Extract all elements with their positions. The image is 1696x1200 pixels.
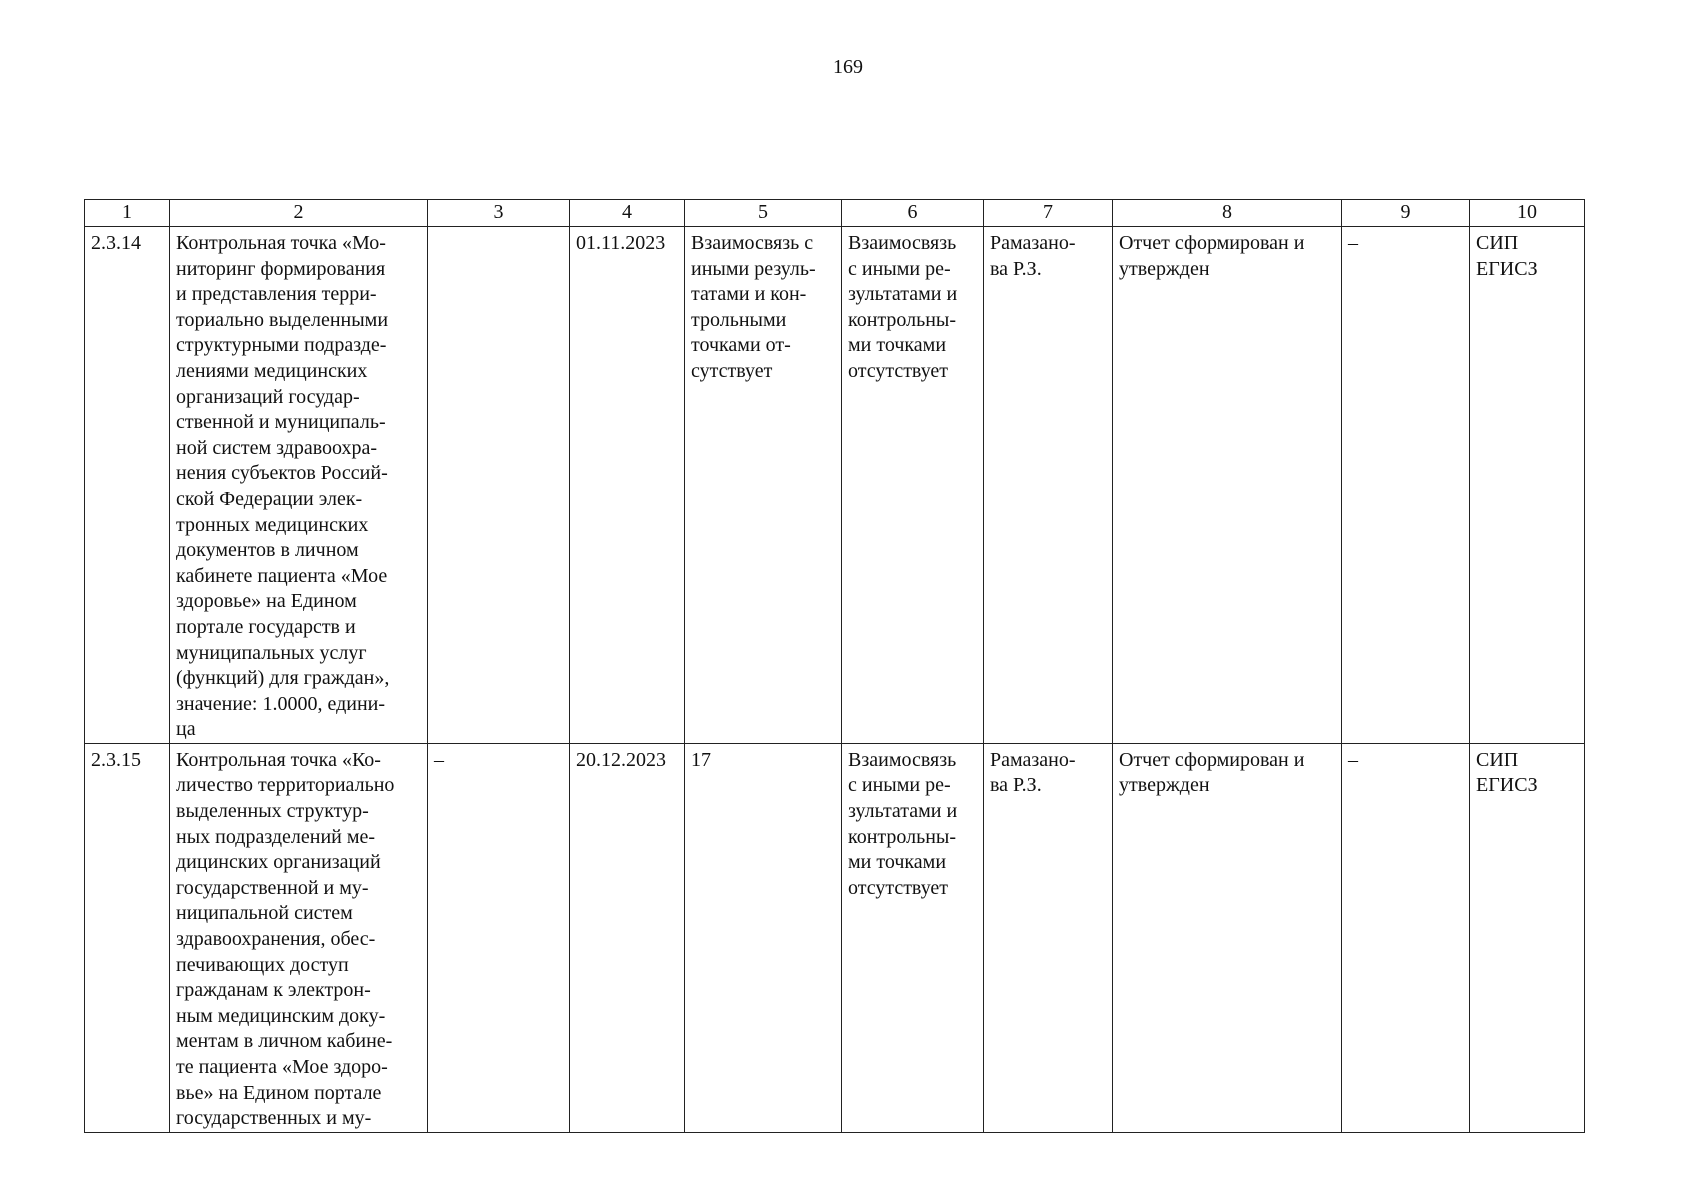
column-3-cell: [428, 227, 570, 744]
responsible-person: Рамазано- ва Р.З.: [990, 232, 1076, 280]
column-5-cell: [685, 227, 842, 744]
column-header: 5: [685, 200, 842, 227]
row-number: 2.3.14: [91, 232, 141, 254]
control-point-description: Контрольная точка «Мо- ниторинг формирования и представления терри- ториально выделенными структурными подразде- лениями медицинских организаций государ- ственной и муниципаль- ной систем здравоохра- нения субъектов Россий- ской Федерации элек- тронных медицинских документов в личном кабинете пациента «Мое здоровье» на Едином портале государств и муниципальных услуг (функций) для граждан», значение: 1.0000, едини- ца: [176, 232, 390, 741]
column-5-value: 17: [691, 748, 711, 771]
column-header: 6: [842, 200, 984, 227]
control-points-table: [84, 199, 1585, 1133]
column-3-value: –: [434, 748, 444, 771]
column-header: 7: [984, 200, 1113, 227]
result-text: Отчет сформирован и утвержден: [1119, 232, 1305, 280]
description-cell: [170, 227, 428, 744]
page-number: 169: [833, 56, 863, 78]
information-system: СИП ЕГИСЗ: [1476, 232, 1538, 280]
relation-text: Взаимосвязь с иными ре- зультатами и контрольны- ми точками отсутствует: [848, 748, 958, 899]
row-number: 2.3.15: [91, 748, 141, 771]
deadline-date: 20.12.2023: [576, 748, 666, 771]
column-5-value: Взаимосвязь с иными резуль- татами и кон- трольными точками от- сутствует: [691, 232, 816, 382]
column-header: 8: [1113, 200, 1342, 227]
column-header: 9: [1342, 200, 1470, 227]
relation-cell: [842, 227, 984, 744]
column-header: 2: [170, 200, 428, 227]
row-number-cell: [85, 743, 170, 1132]
responsible-person: Рамазано- ва Р.З.: [990, 748, 1076, 797]
responsible-cell: [984, 227, 1113, 744]
column-5-cell: [685, 743, 842, 1132]
table-row: [85, 227, 1585, 744]
system-cell: [1470, 227, 1585, 744]
result-text: Отчет сформирован и утвержден: [1119, 748, 1305, 797]
relation-text: Взаимосвязь с иными ре- зультатами и контрольны- ми точками отсутствует: [848, 232, 958, 382]
table-row: [85, 743, 1585, 1132]
column-3-cell: [428, 743, 570, 1132]
result-cell: [1113, 743, 1342, 1132]
result-cell: [1113, 227, 1342, 744]
deadline-date: 01.11.2023: [576, 232, 666, 254]
relation-cell: [842, 743, 984, 1132]
control-point-description: Контрольная точка «Ко- личество территориально выделенных структур- ных подразделений ме- дицинских организаций государственной и му- ниципальной систем здравоохранения, обес- печивающих доступ гражданам к электрон- ным медицинским доку- ментам в личном кабине- те пациента «Мое здоро- вье» на Едином портале государственных и му-: [176, 748, 395, 1130]
column-header: 3: [428, 200, 570, 227]
date-cell: [570, 743, 685, 1132]
row-number-cell: [85, 227, 170, 744]
column-9-value: –: [1348, 748, 1358, 771]
column-header: 4: [570, 200, 685, 227]
description-cell: [170, 743, 428, 1132]
column-number-row: [85, 200, 1585, 227]
column-header: 1: [85, 200, 170, 227]
column-header: 10: [1470, 200, 1585, 227]
date-cell: [570, 227, 685, 744]
system-cell: [1470, 743, 1585, 1132]
column-9-value: –: [1348, 232, 1358, 254]
column-9-cell: [1342, 743, 1470, 1132]
information-system: СИП ЕГИСЗ: [1476, 748, 1538, 797]
column-9-cell: [1342, 227, 1470, 744]
responsible-cell: [984, 743, 1113, 1132]
